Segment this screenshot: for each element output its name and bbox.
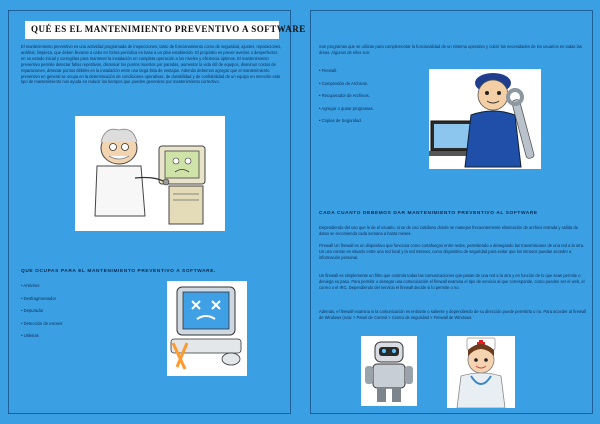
nurse-illustration [447, 336, 515, 408]
doctor-computer-illustration [75, 116, 225, 231]
list-item: • Compresión de Archivos. [319, 80, 369, 86]
list-item: • Firewall. [319, 68, 338, 73]
list-item: • Recuperador de Archivos. [319, 93, 370, 98]
list-item: • Detección de errores [21, 320, 63, 326]
robot-illustration [361, 336, 417, 406]
list-item: • Antivirus [21, 283, 40, 288]
technician-illustration [429, 69, 541, 169]
paragraph-firewall-access: Además, el firewall examina si la comunicación es entrante o saliente y dependiendo de su dirección puede permitirla o no. Para acceder al firewall de Windows (ruta: > Panel de Control > Centro de seguridad > Firewall de Windows. [319, 309, 586, 320]
right-intro-paragraph: Son programas que se utilizan para complementar la funcionalidad de un sistema operativo y cubrir las necesidades de los usuarios en todas las áreas. Algunos de ellos son: [319, 44, 582, 55]
sick-computer-illustration [167, 281, 247, 376]
section-heading: CADA CUANTO DEBEMOS DAR MANTENIMIENTO PREVENTIVO AL SOFTWARE [319, 211, 538, 216]
list-item: • Desfragmentador [21, 295, 56, 301]
list-item: • Copias de Seguridad. [319, 118, 362, 123]
list-item: • Agregar o quitar programas. [319, 105, 374, 111]
page-title: QUÉ ES EL MANTENIMIENTO PREVENTIVO A SOFTWARE [31, 24, 306, 34]
paragraph-firewall-definition: Firewall Un firewall es un dispositivo que funciona como cortafuegos entre redes, permitiendo o denegando las transmisiones de una red a la otra. Un uso común es situarlo entre una red local y la red Internet, como dispositivo de seguridad para evitar que los intrusos puedan acceder a información personal. [319, 243, 585, 260]
list-item: • Depurador [21, 308, 44, 313]
section-heading: QUE OCUPAS PARA EL MANTENIMIENTO PREVENTIVO A SOFTWARE. [21, 269, 216, 274]
left-page [8, 10, 306, 414]
paragraph-firewall-filter: Un firewall es simplemente un filtro que controla todas las comunicaciones que pasan de una red a la otra y en función de lo que sean permite o deniega su paso. Para permitir o denegar una comunicación el firewall examina el tipo de servicio al que corresponde, como pueden ser el web, el correo o el IRC. Dependiendo del servicio el firewall decide si lo permite o no. [319, 273, 585, 290]
tools-list [21, 283, 63, 346]
intro-paragraph: El mantenimiento preventivo es una actividad programada de inspecciones, tanto de funcionamiento como de seguridad, ajustes, reparaciones, análisis, limpieza, que deben llevarse a cabo en forma periódica en base a un plan establecido. El propósito es prever averías o desperfectos en su estado inicial y corregirlas para mantener la instalación en completa operación a los niveles y eficiencia óptimos. El mantenimiento preventivo permite detectar fallos repetitivos, disminuir los puntos muertos por paradas, aumentar la vida útil de equipos, disminuir costos de reparaciones, detectar puntos débiles en la instalación entre una larga lista de ventajas. Además debemos agregar que el mantenimiento preventivo en general se ocupa en la determinación de condiciones operativas, de durabilidad y de confiabilidad de un equipo en mención este tipo de mantenimiento nos ayuda en reducir los tiempos que pueden generarse por mantenimiento correctivo. [21, 44, 282, 85]
page-title-banner [25, 21, 306, 39]
list-item: • Utilerias [21, 333, 39, 338]
programs-list [319, 68, 374, 131]
right-page [310, 10, 593, 414]
paragraph-frequency: Dependiendo del uso que le de el usuario, si se de uso cotidiano donde se manejan frecuentemente eliminación de archivo entrada y salida de datos se recomienda cada semana a hasta meses. [319, 225, 578, 236]
